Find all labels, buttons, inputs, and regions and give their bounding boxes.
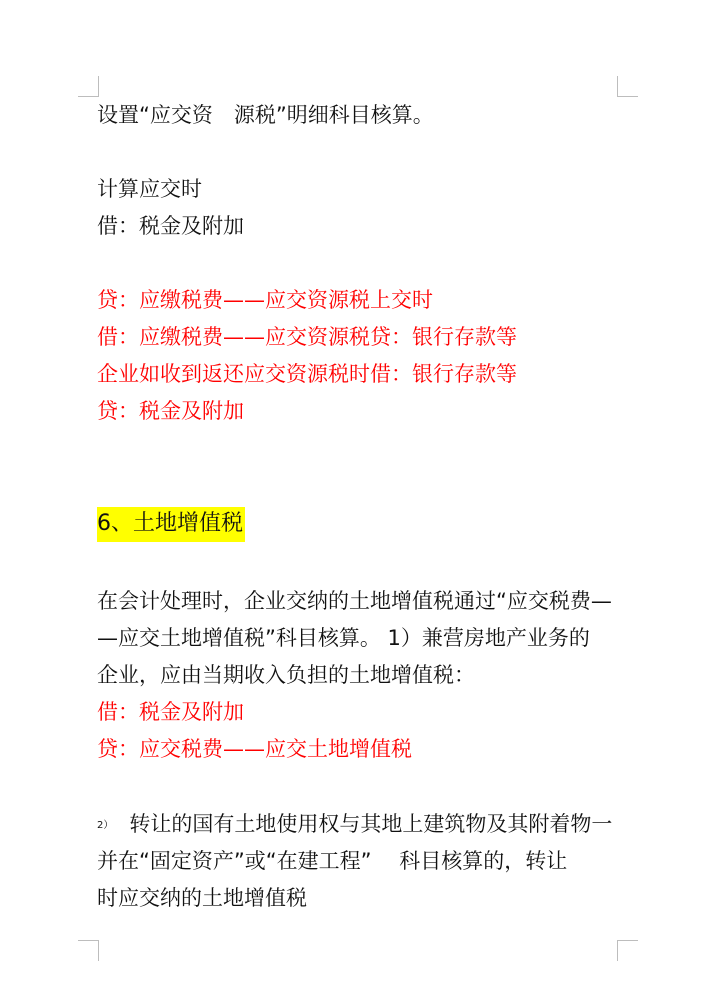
numbered-paragraph-line <box>97 810 612 843</box>
crop-mark-top-right <box>617 76 638 97</box>
journal-entry-line: 企业如收到返还应交资源税时借：银行存款等 <box>97 362 517 386</box>
paragraph-line: 企业，应由当期收入负担的土地增值税： <box>97 663 475 687</box>
journal-entry-line: 贷：税金及附加 <box>97 399 244 423</box>
crop-mark-bottom-left <box>78 940 99 961</box>
crop-mark-top-left <box>78 76 99 97</box>
journal-entry-line: 贷：应缴税费——应交资源税上交时 <box>97 288 433 312</box>
paragraph-text: 转让的国有土地使用权与其地上建筑物及其附着物一 <box>129 812 613 836</box>
paragraph-line: 并在“固定资产”或“在建工程” 科目核算的，转让 <box>97 849 568 873</box>
paragraph-line: 时应交纳的土地增值税 <box>97 886 307 910</box>
paragraph-line: —应交土地增值税”科目核算。 1）兼营房地产业务的 <box>97 626 590 650</box>
item-number: 2） <box>97 820 114 831</box>
section-heading <box>97 509 245 538</box>
journal-entry-line: 借：应缴税费——应交资源税贷：银行存款等 <box>97 325 517 349</box>
paragraph-line: 在会计处理时，企业交纳的土地增值税通过“应交税费— <box>97 589 612 613</box>
journal-entry-line: 借：税金及附加 <box>97 214 244 238</box>
crop-mark-bottom-right <box>617 940 638 961</box>
paragraph-line: 计算应交时 <box>97 177 202 201</box>
paragraph-line: 设置“应交资 源税”明细科目核算。 <box>97 103 434 127</box>
journal-entry-line: 贷：应交税费——应交土地增值税 <box>97 737 412 761</box>
journal-entry-line: 借：税金及附加 <box>97 700 244 724</box>
section-heading-text: 6、土地增值税 <box>97 507 245 542</box>
